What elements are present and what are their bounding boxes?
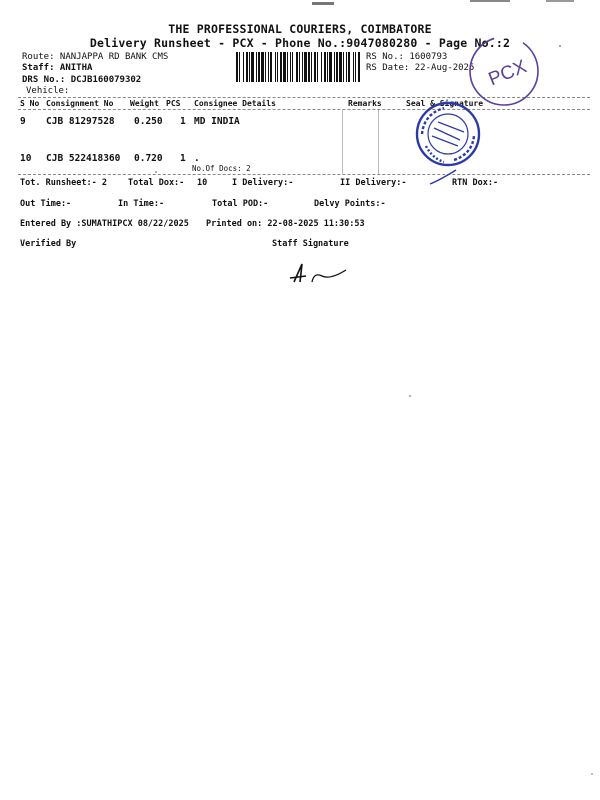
circular-company-seal-icon xyxy=(414,100,482,168)
col-header-remarks: Remarks xyxy=(348,99,382,108)
total-runsheet: Tot. Runsheet:- 2 xyxy=(20,178,107,188)
column-divider xyxy=(378,110,379,174)
barcode-icon xyxy=(236,52,360,82)
in-time-label: In Time:- xyxy=(118,199,165,209)
col-header-pcs: PCS xyxy=(166,99,181,108)
row-weight: 0.720 xyxy=(134,153,163,164)
staff-label: Staff: ANITHA xyxy=(22,63,93,73)
total-dox-value: 10 xyxy=(197,178,208,188)
row-consignment-no: CJB 522418360 xyxy=(46,153,121,164)
printed-on: Printed on: 22-08-2025 11:30:53 xyxy=(206,219,365,229)
totals-rule xyxy=(18,174,590,175)
company-title: THE PROFESSIONAL COURIERS, COIMBATORE xyxy=(168,22,432,36)
row-consignee: MD INDIA xyxy=(194,116,240,127)
rs-number: RS No.: 1600793 xyxy=(366,52,448,62)
rs-date: RS Date: 22-Aug-2025 xyxy=(366,63,475,73)
total-pod-label: Total POD:- xyxy=(212,199,269,209)
row-pcs: 1 xyxy=(180,116,186,127)
ii-delivery-label: II Delivery:- xyxy=(340,178,407,188)
col-header-seal: Seal & Signature xyxy=(406,99,484,108)
col-header-consignment: Consignment No xyxy=(46,99,114,108)
row-consignment-no: CJB 81297528 xyxy=(46,116,115,127)
delvy-points-label: Delvy Points:- xyxy=(314,199,386,209)
row-consignee: . xyxy=(194,153,200,164)
row-weight: 0.250 xyxy=(134,116,163,127)
row-sno: 10 xyxy=(20,153,32,164)
col-header-consignee: Consignee Details xyxy=(194,99,276,108)
col-header-weight: Weight xyxy=(130,99,159,108)
rtn-dox-label: RTN Dox:- xyxy=(452,178,499,188)
pcx-stamp-text: PCX xyxy=(485,56,530,91)
column-divider xyxy=(342,110,343,174)
entered-by: Entered By :SUMATHIPCX 08/22/2025 xyxy=(20,219,189,229)
vehicle-label: Vehicle: xyxy=(26,86,70,96)
row-doc-count: No.Of Docs: 2 xyxy=(192,164,251,173)
drs-number: DRS No.: DCJB160079302 xyxy=(22,75,142,85)
out-time-label: Out Time:- xyxy=(20,199,72,209)
staff-signature-mark-icon xyxy=(286,260,356,286)
route-label: Route: NANJAPPA RD BANK CMS xyxy=(22,52,169,62)
verified-by-label: Verified By xyxy=(20,239,77,249)
pcx-stamp-icon xyxy=(465,32,543,110)
seal-tail-mark-icon xyxy=(428,168,458,186)
row-sno: 9 xyxy=(20,116,26,127)
i-delivery-label: I Delivery:- xyxy=(232,178,294,188)
total-dox-label: Total Dox:- xyxy=(128,178,185,188)
runsheet-title: Delivery Runsheet - PCX - Phone No.:9047080280 - Page No.:2 xyxy=(89,36,511,50)
col-header-sno: S No xyxy=(20,99,40,108)
staff-signature-label: Staff Signature xyxy=(272,239,349,249)
row-pcs: 1 xyxy=(180,153,186,164)
